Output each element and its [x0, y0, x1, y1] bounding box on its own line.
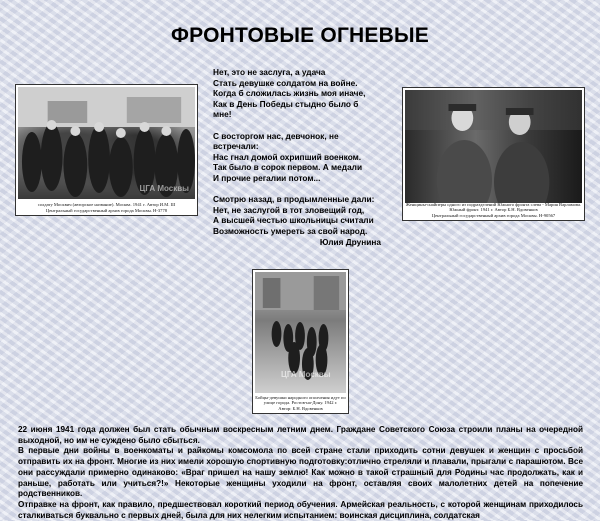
poem-stanza-1 — [213, 67, 393, 120]
poem-line: Возможность умереть за свой народ. — [213, 225, 368, 236]
poem-line: И прочие регалии потом... — [213, 172, 321, 183]
poem-author: Юлия Друнина — [319, 237, 381, 248]
poem-stanza-2 — [213, 131, 393, 184]
poem-line: Смотрю назад, в продымленные дали: — [213, 194, 375, 205]
caption-line: улице города. Ростов-на-Дону. 1942 г. — [263, 400, 338, 406]
paragraph-2: В первые дни войны в военкоматы и райкомы комсомола по всей стране стали приходить сотни девушек и женщин с просьбой отправить их на фронт. Многие из них имели хорошую спортивную подготовку:отлично стреляли и плавали, прыгали с парашютом. Все они рассуждали примерно одинаково: «Враг пришел на нашу землю! Как можно в такой страшный для Родины час продолжать, как и раньше, работать или учиться?!» Некоторые женщины уходили на фронт, оставляя своих малолетних детей на попечение родственников. — [18, 446, 583, 499]
poem — [213, 67, 393, 248]
poem-line: мне! — [213, 109, 232, 120]
poem-line: Когда б сложилась жизнь моя иначе, — [213, 88, 366, 99]
caption-line: Центральный государственный архив города Москвы. Н-3778 — [45, 207, 168, 213]
photo-left-image — [18, 87, 195, 199]
poem-line: Нас гнал домой охрипший военком. — [213, 151, 362, 162]
photo-right-image — [405, 90, 582, 203]
poem-line: Стать девушке солдатом на войне. — [213, 77, 358, 88]
caption-line: Южный фронт. 1941 г. Автор Б.Н. Вдовенков — [449, 207, 538, 213]
article-body — [18, 425, 583, 521]
caption-line: Бойцы-девушки народного ополчения идут по — [255, 394, 346, 400]
photo-left[interactable] — [15, 84, 198, 216]
photo-center-watermark: ЦГА Москвы — [281, 370, 331, 379]
photo-right-caption — [405, 202, 582, 218]
photo-left-watermark: ЦГА Москвы — [139, 184, 189, 193]
photo-center[interactable] — [252, 269, 349, 414]
paragraph-1: 22 июня 1941 года должен был стать обычным воскресным летним днем. Граждане Советского Союза строили планы на очередной выходной, но им не суждено было сбыться. — [18, 425, 583, 445]
caption-line: Центральный государственный архив города Москвы. Н-90567 — [431, 212, 556, 218]
poem-line: Нет, не заслугой в тот зловещий год, — [213, 204, 365, 215]
poem-stanza-3 — [213, 194, 393, 236]
caption-line: солдату Москвич (авторское название). Москва. 1941 г. Автор И.М. Ш — [37, 202, 176, 208]
poem-line: Нет, это не заслуга, а удача — [213, 67, 326, 77]
photo-center-image — [255, 272, 346, 393]
photo-center-caption — [255, 395, 346, 411]
poem-line: А высшей честью школьницы считали — [213, 215, 374, 226]
poem-line: встречали: — [213, 141, 259, 152]
page-title: ФРОНТОВЫЕ ОГНЕВЫЕ — [171, 24, 429, 47]
paragraph-3: Отправке на фронт, как правило, предшествовал короткий период обучения. Армейская реальность, с которой женщинам приходилось сталкиваться буквально с первых дней, была для них нелегким испытанием: воинская дисциплина, солдатская — [18, 499, 583, 520]
poem-line: Так было в сорок первом. А медали — [213, 162, 363, 173]
poem-line: С восторгом нас, девчонок, не — [213, 130, 339, 141]
photo-right[interactable] — [402, 87, 585, 221]
caption-line: Автор: Б.Н. Вдовенков — [278, 405, 323, 411]
caption-line: Женщины-снайперы одного из подразделений Южного фронта слева - Мария Варламова. — [405, 201, 582, 207]
poem-line: Как в День Победы стыдно было б — [213, 98, 359, 109]
photo-left-caption — [18, 202, 195, 213]
